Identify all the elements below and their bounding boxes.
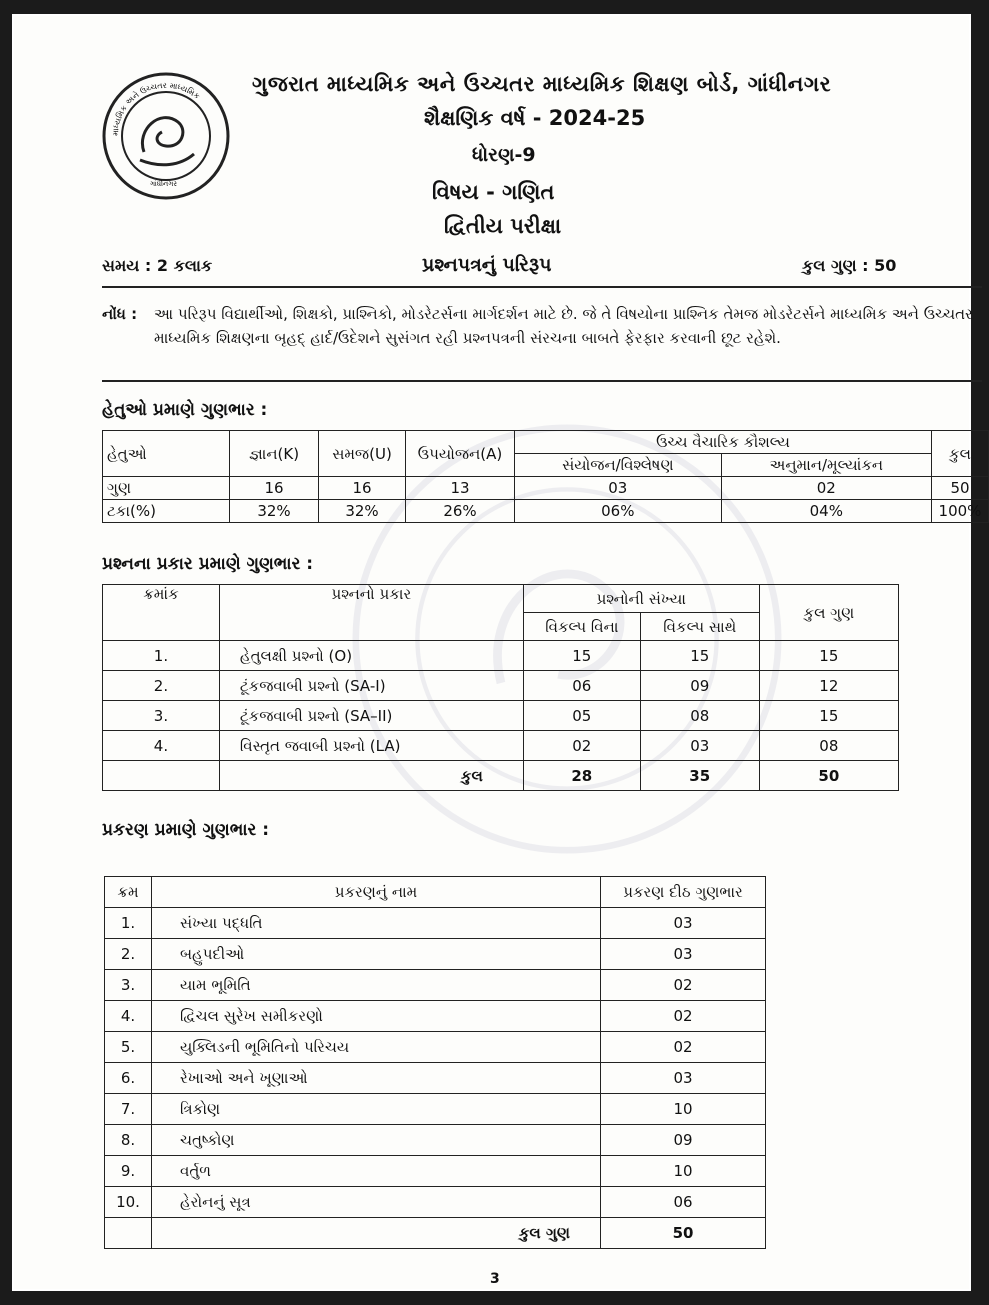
cell: સંખ્યા પદ્ધતિ bbox=[152, 908, 601, 939]
cell bbox=[105, 1218, 152, 1249]
table-row bbox=[103, 701, 899, 731]
board-logo-seal-icon bbox=[100, 70, 232, 202]
cell: 1. bbox=[103, 641, 220, 671]
table-row bbox=[103, 641, 899, 671]
divider bbox=[102, 380, 982, 382]
cell: 4. bbox=[105, 1001, 152, 1032]
cell: 02 bbox=[601, 970, 766, 1001]
cell: 06% bbox=[515, 500, 722, 523]
cell: 7. bbox=[105, 1094, 152, 1125]
table-row bbox=[105, 1094, 766, 1125]
cell: 03 bbox=[601, 939, 766, 970]
table-row bbox=[105, 1187, 766, 1218]
cell: 10 bbox=[601, 1094, 766, 1125]
cell: 05 bbox=[523, 701, 640, 731]
cell: 8. bbox=[105, 1125, 152, 1156]
cell: 03 bbox=[515, 477, 722, 500]
table-total-row bbox=[103, 761, 899, 791]
blueprint-title: પ્રશ્નપત્રનું પરિરૂપ bbox=[422, 254, 552, 276]
table-row bbox=[103, 671, 899, 701]
table-row bbox=[105, 908, 766, 939]
objectives-heading: હેતુઓ પ્રમાણે ગુણભાર : bbox=[102, 400, 268, 420]
subject: વિષય - ગણિત bbox=[432, 180, 555, 204]
board-title: ગુજરાત માધ્યમિક અને ઉચ્ચતર માધ્યમિક શિક્ષણ બોર્ડ, ગાંધીનગર bbox=[252, 72, 832, 96]
table-row bbox=[105, 939, 766, 970]
col-header-chapter-marks: પ્રકરણ દીઠ ગુણભાર bbox=[601, 877, 766, 908]
cell: 10 bbox=[601, 1156, 766, 1187]
col-header-understanding: સમજ(U) bbox=[319, 431, 406, 477]
cell: 13 bbox=[406, 477, 515, 500]
table-row bbox=[105, 1032, 766, 1063]
col-header-application: ઉપયોજન(A) bbox=[406, 431, 515, 477]
cell: 03 bbox=[640, 731, 759, 761]
col-header-without-option: વિકલ્પ વિના bbox=[523, 613, 640, 641]
table-row bbox=[103, 500, 989, 523]
cell: 100% bbox=[932, 500, 989, 523]
cell: 06 bbox=[523, 671, 640, 701]
cell: 02 bbox=[721, 477, 931, 500]
col-header-evaluation: અનુમાન/મૂલ્યાંકન bbox=[721, 454, 931, 477]
cell: 2. bbox=[105, 939, 152, 970]
cell: 15 bbox=[523, 641, 640, 671]
document-page bbox=[12, 14, 982, 1291]
cell: 08 bbox=[640, 701, 759, 731]
table-row bbox=[105, 1156, 766, 1187]
table-total-row bbox=[105, 1218, 766, 1249]
cell: 32% bbox=[319, 500, 406, 523]
col-header-number: ક્રમ bbox=[105, 877, 152, 908]
cell: 08 bbox=[759, 731, 898, 761]
cell: 16 bbox=[230, 477, 319, 500]
cell: ચતુષ્કોણ bbox=[152, 1125, 601, 1156]
cell: રેખાઓ અને ખૂણાઓ bbox=[152, 1063, 601, 1094]
col-header-count: પ્રશ્નોની સંખ્યા bbox=[523, 585, 759, 613]
cell: 09 bbox=[640, 671, 759, 701]
cell: 5. bbox=[105, 1032, 152, 1063]
standard: ધોરણ-9 bbox=[472, 144, 536, 166]
cell: 15 bbox=[759, 701, 898, 731]
cell: હેરોનનું સૂત્ર bbox=[152, 1187, 601, 1218]
note-text: આ પરિરૂપ વિદ્યાર્થીઓ, શિક્ષકો, પ્રાશ્નિકો, મોડરેટર્સના માર્ગદર્શન માટે છે. જે તે વિષયોના પ્રાશ્નિક તેમજ મોડરેટર્સને માધ્યમિક અને ઉચ્ચતર માધ્યમિક શિક્ષણના બૃહદ્ હાર્દ/ઉદેશને સુસંગત રહી પ્રશ્નપત્રની સંરચના બાબતે ફેરફાર કરવાની છૂટ રહેશે. bbox=[154, 305, 973, 347]
cell: યુક્લિડની ભૂમિતિનો પરિચય bbox=[152, 1032, 601, 1063]
col-header-objectives: હેતુઓ bbox=[103, 431, 230, 477]
divider bbox=[102, 286, 982, 288]
cell: 4. bbox=[103, 731, 220, 761]
cell: 02 bbox=[601, 1032, 766, 1063]
cell: 15 bbox=[640, 641, 759, 671]
cell: યામ ભૂમિતિ bbox=[152, 970, 601, 1001]
row-label: ટકા(%) bbox=[103, 500, 230, 523]
cell: 03 bbox=[601, 1063, 766, 1094]
cell: 04% bbox=[721, 500, 931, 523]
cell: 2. bbox=[103, 671, 220, 701]
cell: ટૂંકજવાબી પ્રશ્નો (SA–II) bbox=[219, 701, 523, 731]
cell: 15 bbox=[759, 641, 898, 671]
cell: 02 bbox=[523, 731, 640, 761]
table-row bbox=[105, 1063, 766, 1094]
table-row bbox=[105, 1125, 766, 1156]
cell: 9. bbox=[105, 1156, 152, 1187]
total-label: કુલ bbox=[219, 761, 523, 791]
cell: ટૂંકજવાબી પ્રશ્નો (SA-I) bbox=[219, 671, 523, 701]
cell: 02 bbox=[601, 1001, 766, 1032]
question-types-heading: પ્રશ્નના પ્રકાર પ્રમાણે ગુણભાર : bbox=[102, 554, 314, 574]
cell: 06 bbox=[601, 1187, 766, 1218]
table-row bbox=[103, 477, 989, 500]
chapters-heading: પ્રકરણ પ્રમાણે ગુણભાર : bbox=[102, 820, 270, 840]
cell: ત્રિકોણ bbox=[152, 1094, 601, 1125]
cell: 50 bbox=[759, 761, 898, 791]
cell: 3. bbox=[105, 970, 152, 1001]
cell: 26% bbox=[406, 500, 515, 523]
col-header-marks: કુલ ગુણ bbox=[759, 585, 898, 641]
table-row bbox=[105, 1001, 766, 1032]
col-header-hots: ઉચ્ચ વૈચારિક કૌશલ્ય bbox=[515, 431, 932, 454]
chapters-table bbox=[104, 876, 766, 1249]
cell: 50 bbox=[601, 1218, 766, 1249]
col-header-chapter-name: પ્રકરણનું નામ bbox=[152, 877, 601, 908]
cell: 32% bbox=[230, 500, 319, 523]
cell bbox=[103, 761, 220, 791]
time-label: સમય : 2 કલાક bbox=[102, 256, 213, 275]
table-row bbox=[103, 731, 899, 761]
note-label: નોંધ : bbox=[102, 305, 138, 323]
cell: 50 bbox=[932, 477, 989, 500]
cell: 09 bbox=[601, 1125, 766, 1156]
col-header-type: પ્રશ્નનો પ્રકાર bbox=[219, 585, 523, 641]
col-header-knowledge: જ્ઞાન(K) bbox=[230, 431, 319, 477]
cell: 12 bbox=[759, 671, 898, 701]
cell: 16 bbox=[319, 477, 406, 500]
total-label: કુલ ગુણ bbox=[152, 1218, 601, 1249]
cell: 03 bbox=[601, 908, 766, 939]
cell: હેતુલક્ષી પ્રશ્નો (O) bbox=[219, 641, 523, 671]
academic-year: શૈક્ષણિક વર્ષ - 2024-25 bbox=[424, 106, 646, 130]
col-header-synthesis: સંયોજન/વિશ્લેષણ bbox=[515, 454, 722, 477]
cell: બહુપદીઓ bbox=[152, 939, 601, 970]
exam-name: દ્વિતીય પરીક્ષા bbox=[444, 214, 562, 238]
table-row bbox=[105, 970, 766, 1001]
total-marks-label: કુલ ગુણ : 50 bbox=[802, 256, 897, 275]
cell: 10. bbox=[105, 1187, 152, 1218]
cell: વિસ્તૃત જવાબી પ્રશ્નો (LA) bbox=[219, 731, 523, 761]
seal-text-top: માધ્યમિક અને ઉચ્ચતર માધ્યમિક bbox=[110, 80, 202, 137]
col-header-with-option: વિકલ્પ સાથે bbox=[640, 613, 759, 641]
col-header-total: કુલ bbox=[932, 431, 989, 477]
cell: વર્તુળ bbox=[152, 1156, 601, 1187]
page-number: 3 bbox=[490, 1271, 500, 1287]
cell: 6. bbox=[105, 1063, 152, 1094]
cell: 1. bbox=[105, 908, 152, 939]
row-label: ગુણ bbox=[103, 477, 230, 500]
col-header-number: ક્રમાંક bbox=[103, 585, 220, 641]
cell: 3. bbox=[103, 701, 220, 731]
objectives-table bbox=[102, 430, 989, 523]
cell: 35 bbox=[640, 761, 759, 791]
cell: દ્વિચલ સુરેખ સમીકરણો bbox=[152, 1001, 601, 1032]
question-types-table bbox=[102, 584, 899, 791]
seal-text-bottom: ગાંધીનગર bbox=[150, 180, 177, 188]
cell: 28 bbox=[523, 761, 640, 791]
